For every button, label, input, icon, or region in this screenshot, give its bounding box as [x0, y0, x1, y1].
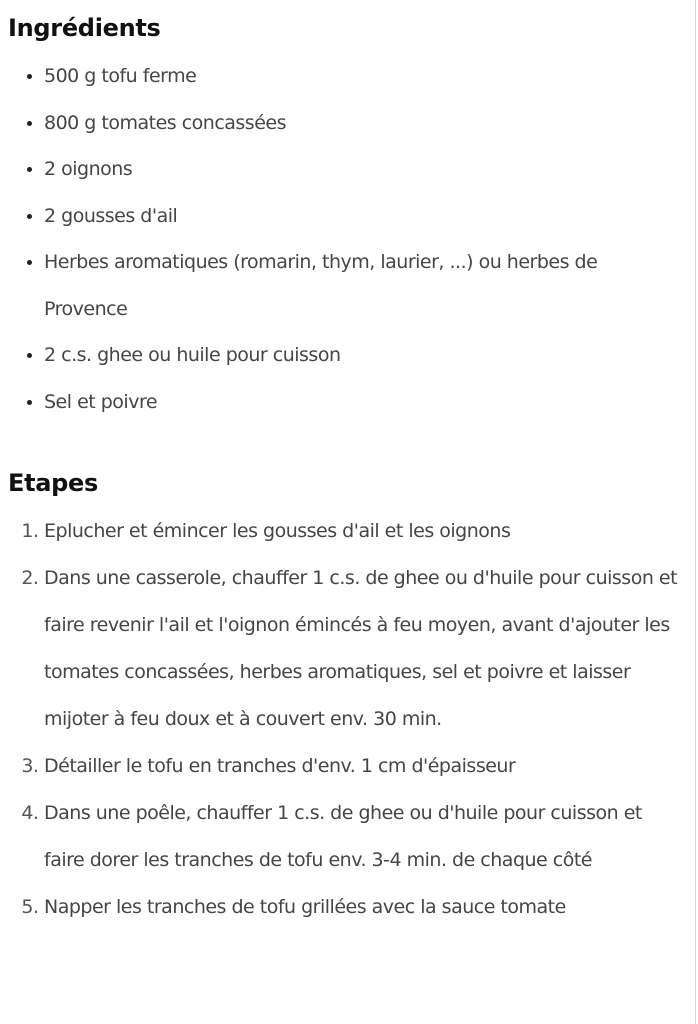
step-item: 2. Dans une casserole, chauffer 1 c.s. de ghee ou d'huile pour cuisson et faire revenir l'ail et l'oignon émincés à feu moyen, avant d'ajouter les tomates concassées, herbes aromatiques, sel et poivre et laisser mijoter à feu doux et à couvert env. 30 min.	[44, 555, 683, 743]
ingredient-item: • 800 g tomates concassées	[44, 100, 683, 147]
step-item: 5. Napper les tranches de tofu grillées avec la sauce tomate	[44, 884, 683, 931]
page-edge-divider	[695, 0, 696, 1024]
ingredients-list	[8, 53, 683, 425]
step-item: 1. Eplucher et émincer les gousses d'ail et les oignons	[44, 508, 683, 555]
section-spacer	[8, 425, 683, 463]
recipe-content	[8, 8, 683, 931]
steps-list	[8, 508, 683, 931]
ingredient-item: • 500 g tofu ferme	[44, 53, 683, 100]
ingredient-item: • 2 gousses d'ail	[44, 193, 683, 240]
ingredients-heading: Ingrédients	[8, 14, 161, 42]
step-item: 3. Détailler le tofu en tranches d'env. 1 cm d'épaisseur	[44, 743, 683, 790]
steps-heading: Etapes	[8, 469, 99, 497]
ingredient-item: • 2 oignons	[44, 146, 683, 193]
ingredients-section	[8, 8, 683, 425]
ingredient-item: • Herbes aromatiques (romarin, thym, laurier, ...) ou herbes de Provence	[44, 239, 683, 332]
ingredient-item: • 2 c.s. ghee ou huile pour cuisson	[44, 332, 683, 379]
step-item: 4. Dans une poêle, chauffer 1 c.s. de ghee ou d'huile pour cuisson et faire dorer les tranches de tofu env. 3-4 min. de chaque côté	[44, 790, 683, 884]
steps-section	[8, 463, 683, 931]
ingredient-item: • Sel et poivre	[44, 379, 683, 426]
